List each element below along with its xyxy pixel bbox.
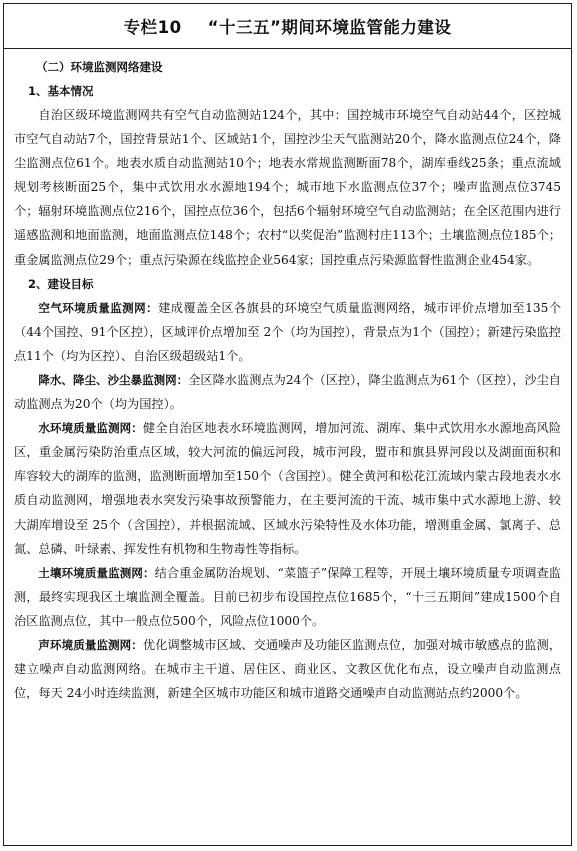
box-content [4, 49, 571, 705]
box-title: “十三五”期间环境监管能力建设 [207, 18, 452, 37]
goals-heading: 2、建设目标 [28, 276, 94, 291]
column-box [3, 3, 572, 846]
goal-paragraph-soil [14, 561, 561, 633]
goal-paragraph-noise [14, 633, 561, 705]
goal-lead-noise: 声环境质量监测网： [38, 637, 143, 652]
basic-heading: 1、基本情况 [28, 84, 94, 98]
goal-text-noise: 优化调整城市区域、交通噪声及功能区监测点位，加强对城市敏感点的监测，建立噪声自动监测网络。在城市主干道、居住区、商业区、文教区优化布点，设立噪声自动监测点位，每天 24小时连续监测，新建全区城市功能区和城市道路交通噪声自动监测站点约2000个。 [14, 637, 562, 701]
goal-text-precipitation: 全区降水监测点为24个（区控），降尘监测点为61个（区控），沙尘自动监测点为20个（均为国控）。 [14, 372, 561, 412]
goal-text-water: 健全自治区地表水环境监测网，增加河流、湖库、集中式饮用水水源地高风险区，重金属污染防治重点区域，较大河流的偏远河段，城市河段，盟市和旗县界河段以及湖面面积和库容较大的湖库的监测，监测断面增加至150个（含国控）。健全黄河和松花江流域内蒙古段地表水水质自动监测网，增强地表水突发污染事故预警能力，在主要河流的干流、城市集中式水源地上游、较大湖库增设至 25个（含国控），并根据流域、区域水污染特性及水体功能，增测重金属、氯离子、总氮、总磷、叶绿素、挥发性有机物和生物毒性等指标。 [14, 421, 562, 556]
box-title-row [4, 4, 571, 49]
goal-lead-air: 空气环境质量监测网： [38, 300, 159, 315]
goal-lead-soil: 土壤环境质量监测网： [38, 565, 155, 580]
goal-lead-water: 水环境质量监测网： [38, 421, 143, 436]
goal-paragraph-water [14, 416, 561, 561]
goal-text-air: 建成覆盖全区各旗县的环境空气质量监测网络，城市评价点增加至135个（44个国控、91个区控），区域评价点增加至 2个（均为国控），背景点为1个（国控）；新建污染监控点11个（均为区控）、自治区级超级站1个。 [14, 300, 562, 363]
goal-paragraph-air [14, 296, 561, 368]
basic-paragraph: 自治区级环境监测网共有空气自动监测站124个，其中：国控城市环境空气自动站44个，区控城市空气自动站7个，国控背景站1个、区域站1个，国控沙尘天气监测站20个，降水监测点位24个，降尘监测点位61个。地表水质自动监测站10个；地表水常规监测断面78个，湖库垂线25条；重点流域规划考核断面25个，集中式饮用水水源地194个；城市地下水监测点位37个；噪声监测点位3745个；辐射环境监测点位216个，国控点位36个，包括6个辐射环境空气自动监测站；在全区范围内进行遥感监测和地面监测，地面监测点位148个；农村“以奖促治”监测村庄113个；土壤监测点位185个；重金属监测点位29个；重点污染源在线监控企业564家；国控重点污染源监督性监测企业454家。 [14, 108, 561, 267]
box-label: 专栏10 [123, 18, 182, 37]
goal-text-soil: 结合重金属防治规划、“菜篮子”保障工程等，开展土壤环境质量专项调查监测，最终实现我区土壤监测全覆盖。目前已初步布设国控点位1685个，“十三五期间”建成1500个自治区监测点位，其中一般点位500个，风险点位1000个。 [14, 565, 561, 628]
goal-paragraph-precipitation [14, 368, 561, 416]
goal-lead-precipitation: 降水、降尘、沙尘暴监测网： [38, 372, 189, 387]
section-heading: （二）环境监测网络建设 [36, 60, 163, 74]
